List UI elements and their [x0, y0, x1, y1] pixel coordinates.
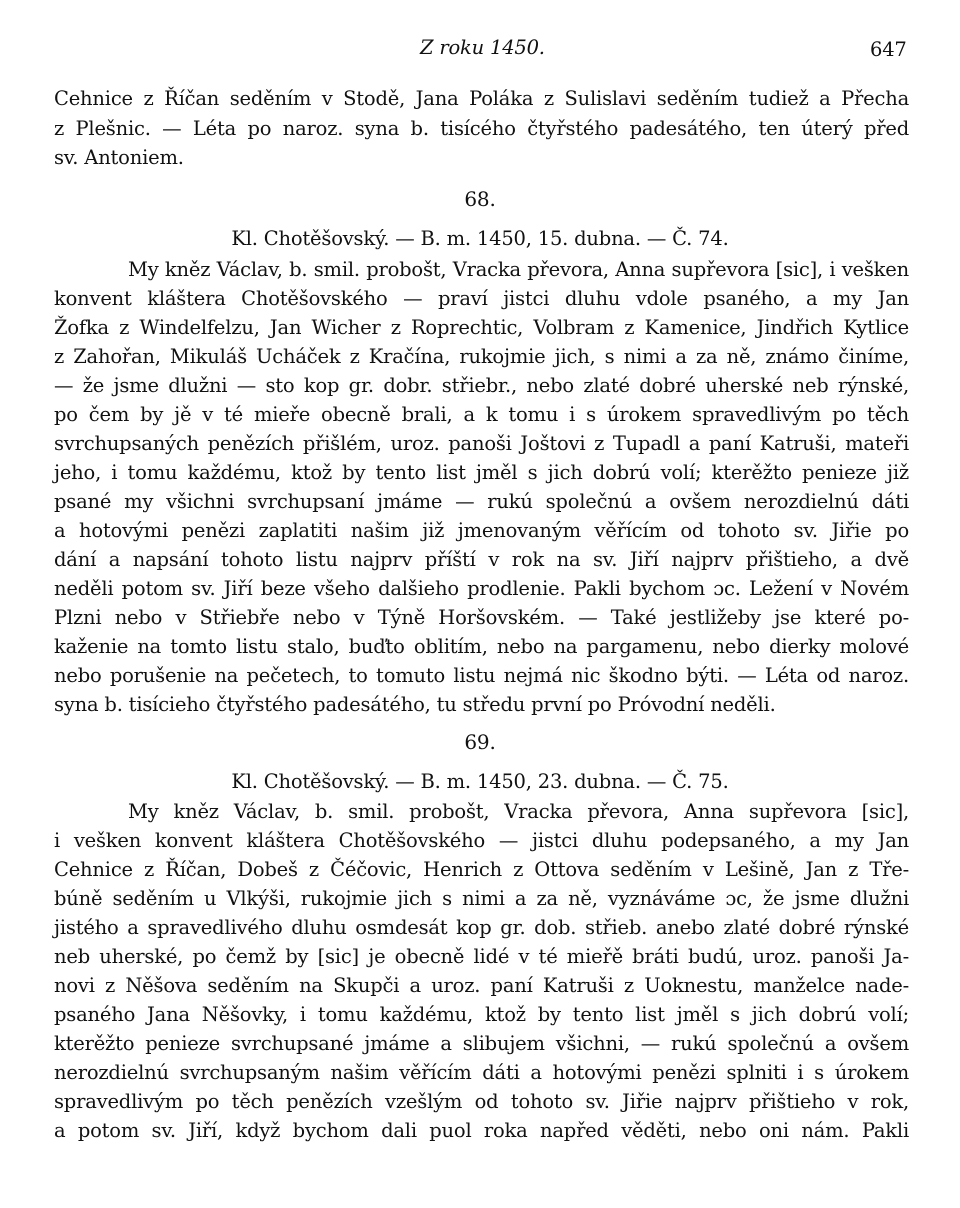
text-line: novi z Něšova seděním na Skupči a uroz. paní Katruši z Uoknestu, manželce nade- [54, 974, 909, 997]
text-line: jistého a spravedlivého dluhu osmdesát kop gr. dob. střieb. anebo zlaté dobré rýnské [54, 916, 909, 939]
text-line: psaného Jana Něšovky, i tomu každému, ktož by tento list jměl s jich dobrú volí; [54, 1003, 909, 1026]
text-line: nerozdielnú svrchupsaným našim věřícím dáti a hotovými penězi splniti i s úrokem [54, 1061, 909, 1084]
text-line: neb uherské, po čemž by [sic] je obecně lidé v té mieřě bráti budú, uroz. panoši Ja- [54, 945, 909, 968]
running-header-title: Z roku 1450. [420, 36, 545, 59]
text-line: Plzni nebo v Střiebře nebo v Týně Horšovském. — Také jestližeby jse které po- [54, 606, 909, 629]
document-number: 69. [464, 730, 496, 754]
page-number: 647 [870, 38, 907, 61]
text-line: kaženie na tomto listu stalo, buďto oblitím, nebo na pargamenu, nebo dierky molové [54, 635, 909, 658]
text-line: a potom sv. Jiří, když bychom dali puol roka napřed věděti, nebo oni nám. Pakli [54, 1119, 909, 1142]
text-line: kterěžto penieze svrchupsané jmáme a slibujem všichni, — rukú společnú a ovšem [54, 1032, 909, 1055]
text-line: konvent kláštera Chotěšovského — praví jistci dluhu vdole psaného, a my Jan [54, 287, 909, 310]
text-line: — že jsme dlužni — sto kop gr. dobr. střiebr., nebo zlaté dobré uherské neb rýnské, [54, 374, 909, 397]
text-line: svrchupsaných penězích přišlém, uroz. panoši Joštovi z Tupadl a paní Katruši, mateři [54, 432, 909, 455]
document-number: 68. [464, 187, 496, 211]
text-line: búně seděním u Vlkýši, rukojmie jich s nimi a za ně, vyznáváme ɔc, že jsme dlužni [54, 887, 909, 910]
text-line: My kněz Václav, b. smil. probošt, Vracka převora, Anna supřevora [sic], [128, 800, 909, 823]
text-line: syna b. tisícieho čtyřstého padesátého, tu středu první po Próvodní neděli. [54, 693, 776, 716]
text-line: z Plešnic. — Léta po naroz. syna b. tisícého čtyřstého padesátého, ten úterý před [54, 117, 909, 140]
text-line: My kněz Václav, b. smil. probošt, Vracka převora, Anna supřevora [sic], i vešken [128, 258, 909, 281]
text-line: z Zahořan, Mikuláš Ucháček z Kračína, rukojmie jich, s nimi a za ně, známo činíme, [54, 345, 909, 368]
text-line: jeho, i tomu každému, ktož by tento list jměl s jich dobrú volí; kterěžto penieze již [54, 461, 909, 484]
text-line: Cehnice z Říčan seděním v Stodě, Jana Poláka z Sulislavi seděním tudiež a Přecha [54, 87, 909, 110]
document-source-line: Kl. Chotěšovský. — B. m. 1450, 23. dubna. — Č. 75. [231, 770, 729, 793]
text-line: psané my všichni svrchupsaní jmáme — rukú společnú a ovšem nerozdielnú dáti [54, 490, 909, 513]
text-line: Cehnice z Říčan, Dobeš z Čéčovic, Henrich z Ottova seděním v Lešině, Jan z Tře- [54, 858, 909, 881]
text-line: Žofka z Windelfelzu, Jan Wicher z Roprechtic, Volbram z Kamenice, Jindřich Kytlice [54, 316, 909, 339]
text-line: i vešken konvent kláštera Chotěšovského — jistci dluhu podepsaného, a my Jan [54, 829, 909, 852]
text-line: neděli potom sv. Jiří beze všeho dalšieho prodlenie. Pakli bychom ɔc. Ležení v Novém [54, 577, 909, 600]
text-line: a hotovými penězi zaplatiti našim již jmenovaným věřícím od tohoto sv. Jiřie po [54, 519, 909, 542]
text-line: nebo porušenie na pečetech, to tomuto listu nejmá nic škodno býti. — Léta od naroz. [54, 664, 909, 687]
text-line: sv. Antoniem. [54, 146, 184, 169]
text-line: spravedlivým po těch penězích vzešlým od tohoto sv. Jiřie najprv přištieho v rok, [54, 1090, 909, 1113]
text-line: dání a napsání tohoto listu najprv příští v rok na sv. Jiří najprv přištieho, a dvě [54, 548, 909, 571]
document-source-line: Kl. Chotěšovský. — B. m. 1450, 15. dubna. — Č. 74. [231, 227, 729, 250]
text-line: po čem by jě v té mieře obecně brali, a k tomu i s úrokem spravedlivým po těch [54, 403, 909, 426]
